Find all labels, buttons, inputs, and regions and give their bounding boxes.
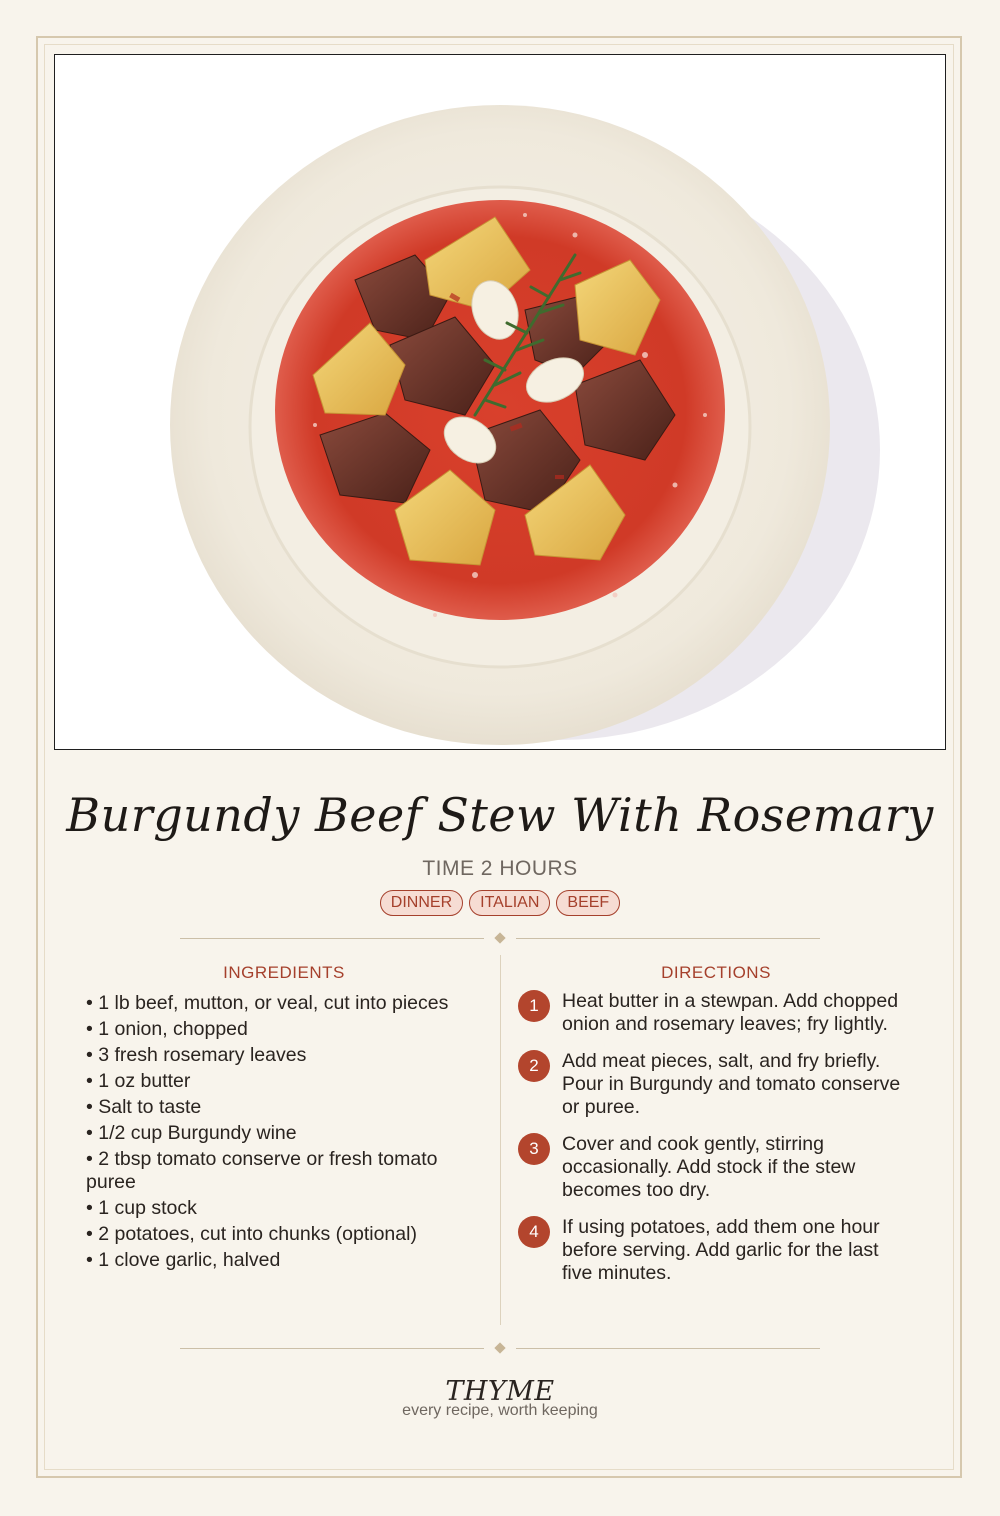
recipe-title: Burgundy Beef Stew With Rosemary [66, 788, 934, 842]
direction-step [518, 1133, 908, 1202]
ingredient-item: • 1 lb beef, mutton, or veal, cut into pieces [86, 992, 449, 1014]
ingredient-item: • 1 clove garlic, halved [86, 1249, 281, 1271]
divider-line-right [516, 938, 820, 939]
ingredients-heading: INGREDIENTS [223, 963, 345, 982]
ingredient-item: • 1 cup stock [86, 1197, 197, 1219]
divider-line-right [516, 1348, 820, 1349]
step-number-badge: 3 [518, 1133, 550, 1165]
recipe-photo [54, 54, 946, 750]
step-text: Cover and cook gently, stirring occasionally. Add stock if the stew becomes too dry. [562, 1133, 856, 1201]
step-text: Add meat pieces, salt, and fry briefly. Pour in Burgundy and tomato conserve or puree. [562, 1050, 901, 1118]
step-text: Heat butter in a stewpan. Add chopped onion and rosemary leaves; fry lightly. [562, 990, 899, 1035]
direction-step [518, 1216, 908, 1285]
directions-list [518, 990, 908, 1299]
step-number-badge: 1 [518, 990, 550, 1022]
divider-line-left [180, 938, 484, 939]
brand-logo: THYME [445, 1376, 555, 1407]
tag-beef[interactable]: BEEF [556, 890, 620, 916]
directions-heading: DIRECTIONS [661, 963, 771, 982]
ingredient-item: • Salt to taste [86, 1096, 202, 1118]
ingredient-item: • 1 onion, chopped [86, 1018, 248, 1040]
direction-step [518, 1050, 908, 1119]
direction-step [518, 990, 908, 1036]
cook-time: TIME 2 HOURS [422, 857, 578, 880]
ingredient-item: • 1 oz butter [86, 1070, 191, 1092]
step-number-badge: 4 [518, 1216, 550, 1248]
ingredient-item: • 2 tbsp tomato conserve or fresh tomato puree [86, 1148, 438, 1193]
ingredient-item: • 3 fresh rosemary leaves [86, 1044, 307, 1066]
ingredients-list [86, 992, 486, 1275]
tag-dinner[interactable]: DINNER [380, 890, 463, 916]
step-text: If using potatoes, add them one hour before serving. Add garlic for the last five minutes. [562, 1216, 880, 1284]
tag-list [0, 890, 1000, 916]
step-number-badge: 2 [518, 1050, 550, 1082]
brand-tagline: every recipe, worth keeping [402, 1402, 598, 1419]
stew-illustration [55, 55, 945, 749]
tag-italian[interactable]: ITALIAN [469, 890, 550, 916]
bottom-divider [180, 1343, 820, 1355]
divider-line-left [180, 1348, 484, 1349]
divider-diamond-icon [494, 932, 505, 943]
ingredient-item: • 2 potatoes, cut into chunks (optional) [86, 1223, 417, 1245]
column-divider [500, 955, 501, 1325]
top-divider [180, 933, 820, 945]
divider-diamond-icon [494, 1342, 505, 1353]
ingredient-item: • 1/2 cup Burgundy wine [86, 1122, 297, 1144]
